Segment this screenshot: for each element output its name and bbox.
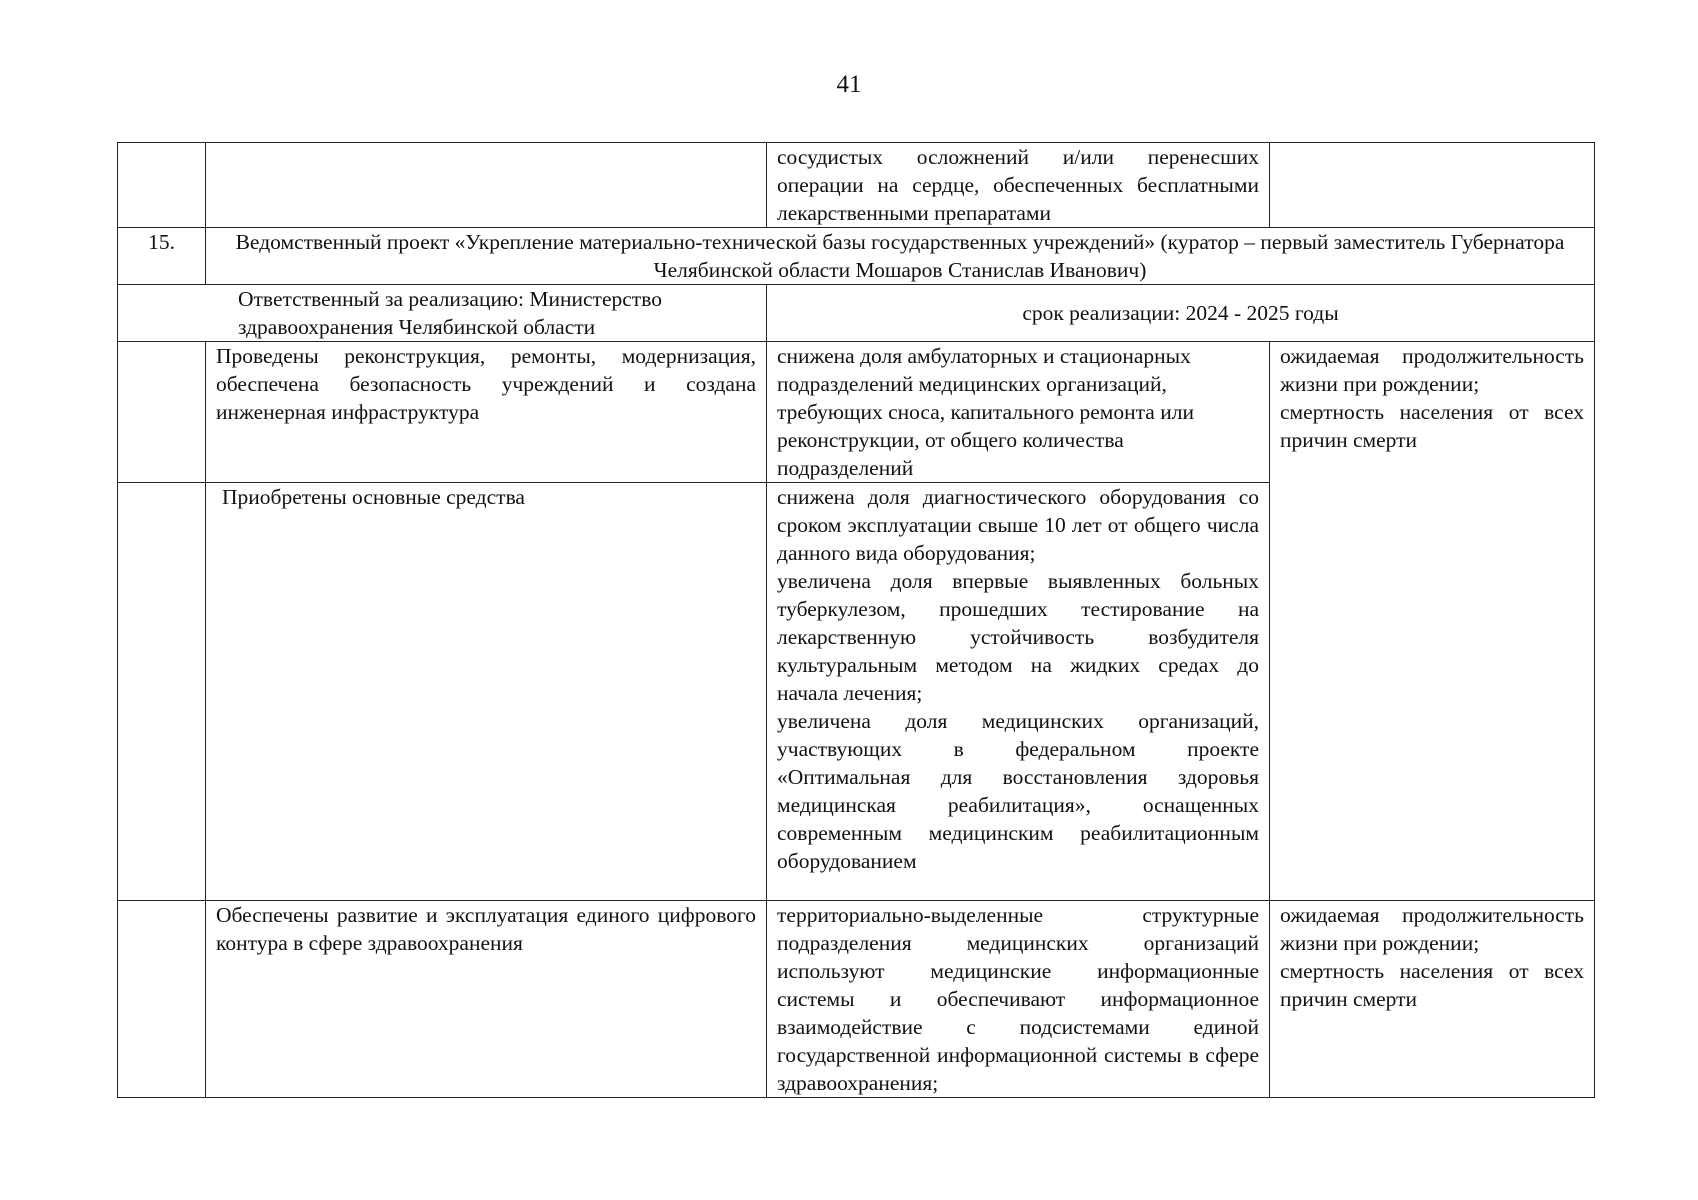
task-text: Приобретены основные средства [206, 483, 767, 901]
project-header-row [118, 228, 1595, 285]
responsible-label: Ответственный за реализацию: Министерство здравоохранения Челябинской области [118, 285, 767, 342]
task-cell [206, 143, 767, 228]
indicator-text: ожидаемая продолжительность жизни при рождении; смертность населения от всех причин смерти [1270, 901, 1595, 1098]
project-title: Ведомственный проект «Укрепление материально-технической базы государственных учреждений» (куратор – первый заместитель Губернатора Челябинской области Мошаров Станислав Иванович) [206, 228, 1595, 285]
indicator-cell [1270, 143, 1595, 228]
page-number: 41 [836, 71, 862, 98]
result-text: снижена доля диагностического оборудования со сроком эксплуатации свыше 10 лет от общего числа данного вида оборудования; увеличена доля впервые выявленных больных туберкулезом, прошедших тестирование на лекарственную устойчивость возбудителя культуральным методом на жидких средах до начала лечения; увеличена доля медицинских организаций, участвующих в федеральном проекте «Оптимальная для восстановления здоровья медицинская реабилитация», оснащенных современным медицинским реабилитационным оборудованием [767, 483, 1270, 901]
result-text: снижена доля амбулаторных и стационарных подразделений медицинских организаций, требующих сноса, капитального ремонта или реконструкции, от общего количества подразделений [767, 342, 1270, 483]
task-text: Проведены реконструкция, ремонты, модернизация, обеспечена безопасность учреждений и создана инженерная инфраструктура [206, 342, 767, 483]
task-row [118, 342, 1595, 483]
task-row [118, 901, 1595, 1098]
implementation-term: срок реализации: 2024 - 2025 годы [767, 285, 1595, 342]
number-cell [118, 342, 206, 483]
responsible-row [118, 285, 1595, 342]
result-text: территориально-выделенные структурные подразделения медицинских организаций используют медицинские информационные системы и обеспечивают информационное взаимодействие с подсистемами единой государственной информационной системы в сфере здравоохранения; [767, 901, 1270, 1098]
number-cell [118, 901, 206, 1098]
project-table [117, 142, 1595, 1098]
result-cell: сосудистых осложнений и/или перенесших операции на сердце, обеспеченных бесплатными лекарственными препаратами [767, 143, 1270, 228]
number-cell [118, 483, 206, 901]
number-cell [118, 143, 206, 228]
project-number: 15. [118, 228, 206, 285]
continuation-row [118, 143, 1595, 228]
task-text: Обеспечены развитие и эксплуатация единого цифрового контура в сфере здравоохранения [206, 901, 767, 1098]
indicator-text: ожидаемая продолжительность жизни при рождении; смертность населения от всех причин смерти [1270, 342, 1595, 901]
